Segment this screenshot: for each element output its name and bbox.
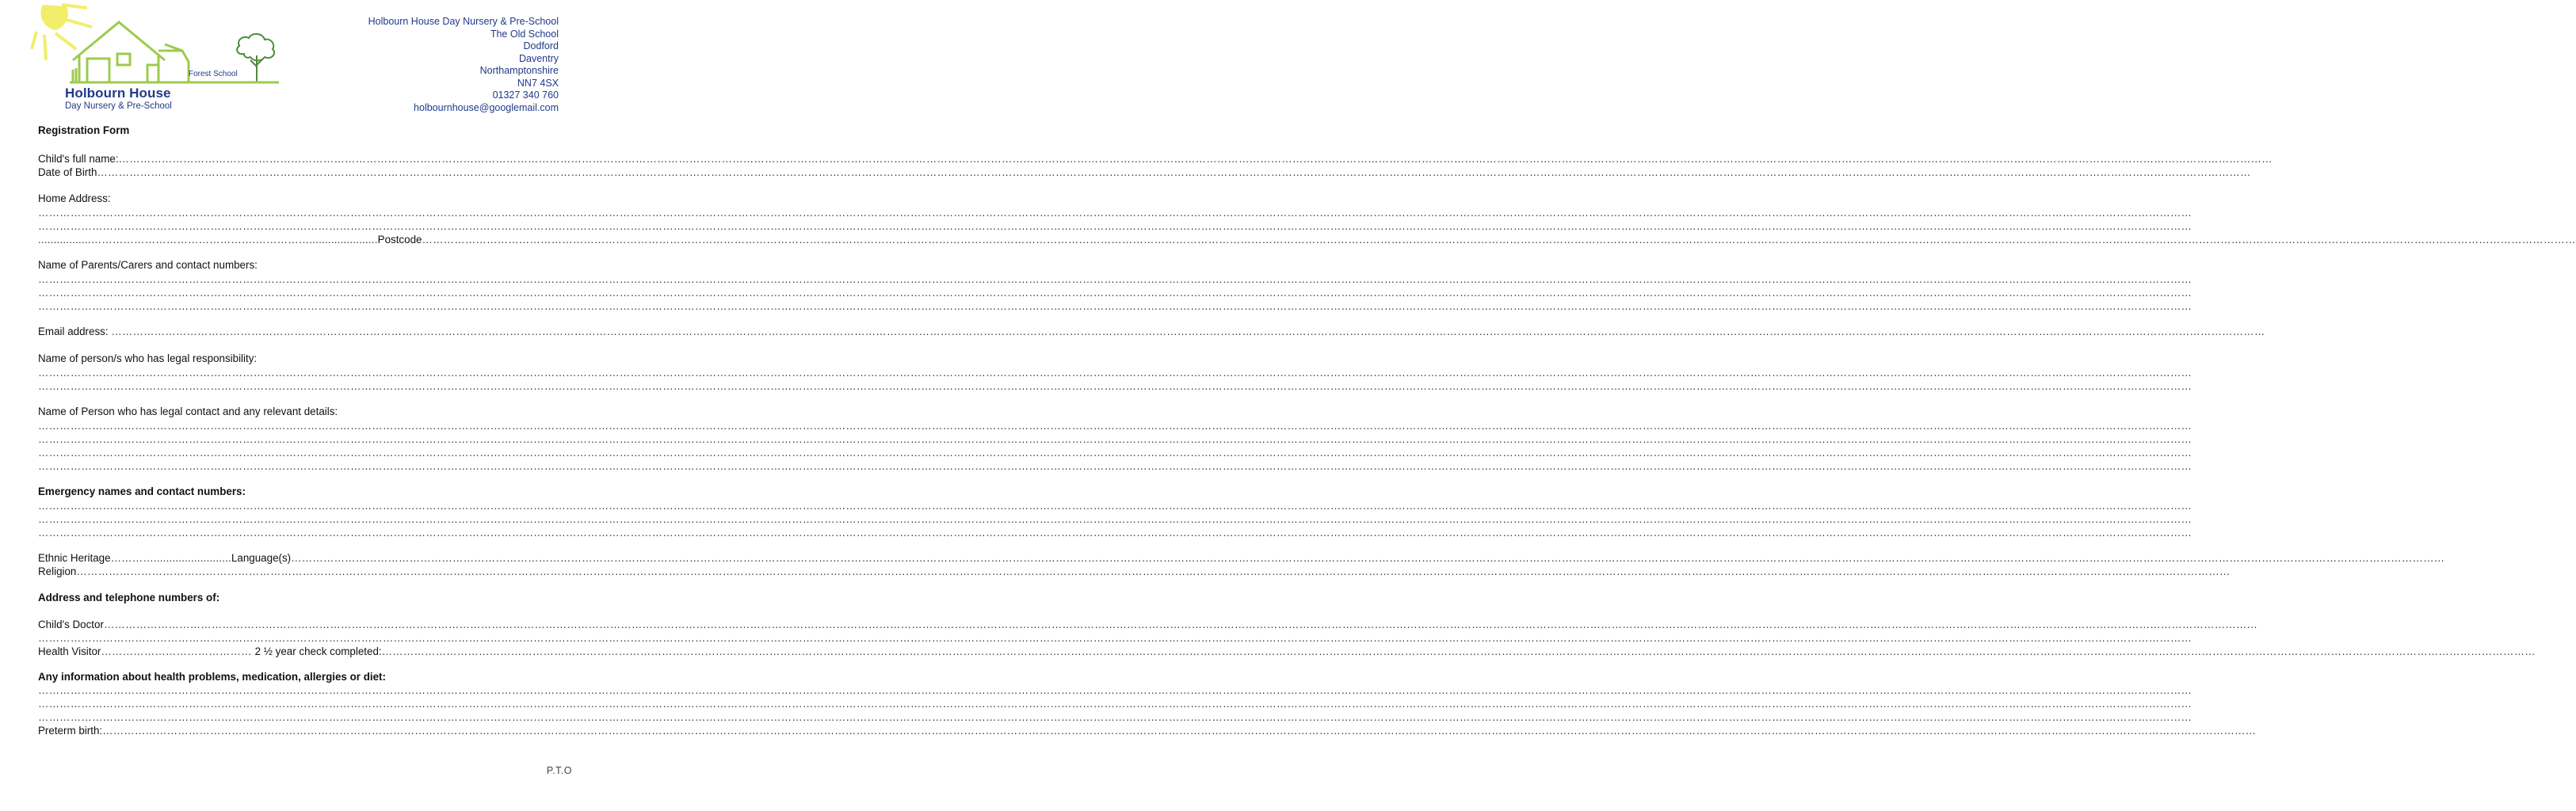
address-line: Daventry bbox=[518, 52, 559, 64]
ethnic-language-field[interactable] bbox=[38, 551, 2445, 565]
fill-dots: …………………………………………………………………………………………………………………………………………………………………………………………………………………………………………………………………………………………………………………………………………………………………………………………………………………………………………………………………………………………………………………………………………………… bbox=[38, 420, 2192, 432]
fill-dots: …………………………………………………………………………………………………………………………………………………………………………………………………………………………………………………………………………………………………………………………………………………………………………………………………………………………………………………………………………………………………………………………………………………… bbox=[38, 513, 2192, 525]
parents-carers-label: Name of Parents/Carers and contact numbers: bbox=[38, 259, 258, 271]
fill-dots: …………………………………………………………………………………………………………………………………………………………………………………………………………………………………………………………………………………………………………………………………………………………………………………………………………………………………………………………………………………………………………………………………………………… bbox=[38, 632, 2192, 644]
postcode-label: Postcode bbox=[377, 234, 422, 246]
health-visitor-field[interactable] bbox=[38, 645, 2536, 658]
brand-name: Holbourn House bbox=[65, 86, 171, 101]
fill-dots: …………………………………………………………………………………………………………………………………………………………………………………………………………………………………………………………………………………………………………………………………………………………………………………………………………………………………………………………………………………………………………………………………………………… bbox=[381, 645, 2536, 657]
ethnic-heritage-label: Ethnic Heritage bbox=[38, 552, 111, 564]
fill-dots: …………………………………………………………………………………………………………………………………………………………………………………………………………………………………………………………………………………………………………………………………………………………………………………………………………………………………………………………………………………………………………………………………………………… bbox=[103, 619, 2258, 630]
religion-field[interactable] bbox=[38, 565, 2231, 578]
legal-contact-line[interactable] bbox=[38, 446, 2192, 459]
address-line: NN7 4SX bbox=[517, 77, 559, 89]
emergency-contact-line[interactable] bbox=[38, 499, 2192, 512]
fill-dots: …………………………………… bbox=[101, 645, 255, 657]
address-line: Holbourn House Day Nursery & Pre-School bbox=[368, 16, 559, 27]
fill-dots: …………………………………………………………………………………………………………………………………………………………………………………………………………………………………………………………………………………………………………………………………………………………………………………………………………………………………………………………………………………………………………………………………………………… bbox=[97, 166, 2251, 178]
date-of-birth-label: Date of Birth bbox=[38, 166, 97, 178]
please-turn-over: P.T.O bbox=[546, 765, 572, 776]
fill-dots: …………………………………………………………………………………………………………………………………………………………………………………………………………………………………………………………………………………………………………………………………………………………………………………………………………………………………………………………………………………………………………………………………………………… bbox=[38, 367, 2192, 379]
parents-carers-line[interactable] bbox=[38, 299, 2192, 313]
home-address-label: Home Address: bbox=[38, 192, 111, 204]
preterm-birth-label: Preterm birth: bbox=[38, 725, 103, 737]
email-field[interactable] bbox=[38, 325, 2265, 338]
address-phone-heading: Address and telephone numbers of: bbox=[38, 592, 220, 603]
fill-dots: …………......................... bbox=[110, 552, 231, 564]
fill-dots: .................……………………………………….……………...................... bbox=[38, 234, 378, 246]
legal-contact-line[interactable] bbox=[38, 419, 2192, 432]
health-visitor-label: Health Visitor bbox=[38, 645, 101, 657]
fill-dots: …………………………………………………………………………………………………………………………………………………………………………………………………………………………………………………………………………………………………………………………………………………………………………………………………………………………………………………………………………………………………………………………………………………… bbox=[38, 287, 2192, 299]
address-email: holbournhouse@googlemail.com bbox=[414, 101, 559, 113]
fill-dots: …………………………………………………………………………………………………………………………………………………………………………………………………………………………………………………………………………………………………………………………………………………………………………………………………………………………………………………………………………………………………………………………………………………… bbox=[38, 460, 2192, 472]
parents-carers-line[interactable] bbox=[38, 272, 2192, 286]
fill-dots: …………………………………………………………………………………………………………………………………………………………………………………………………………………………………………………………………………………………………………………………………………………………………………………………………………………………………………………………………………………………………………………………………………………… bbox=[111, 326, 2265, 337]
legal-contact-line[interactable] bbox=[38, 432, 2192, 446]
childs-doctor-label: Child's Doctor bbox=[38, 619, 104, 630]
fill-dots: …………………………………………………………………………………………………………………………………………………………………………………………………………………………………………………………………………………………………………………………………………………………………………………………………………………………………………………………………………………………………………………………………………………… bbox=[38, 684, 2192, 696]
address-line: The Old School bbox=[490, 28, 559, 40]
home-address-line[interactable] bbox=[38, 206, 2192, 219]
legal-responsibility-label: Name of person/s who has legal responsibility: bbox=[38, 352, 258, 364]
home-address-line[interactable] bbox=[38, 219, 2192, 233]
health-info-heading: Any information about health problems, medication, allergies or diet: bbox=[38, 671, 386, 683]
fill-dots: …………………………………………………………………………………………………………………………………………………………………………………………………………………………………………………………………………………………………………………………………………………………………………………………………………………………………………………………………………………………………………………………………………………… bbox=[102, 725, 2257, 737]
health-info-line[interactable] bbox=[38, 683, 2192, 697]
languages-label: Language(s) bbox=[231, 552, 292, 564]
legal-responsibility-line[interactable] bbox=[38, 366, 2192, 379]
fill-dots: …………………………………………………………………………………………………………………………………………………………………………………………………………………………………………………………………………………………………………………………………………………………………………………………………………………………………………………………………………………………………………………………………………………… bbox=[38, 220, 2192, 232]
date-of-birth-field[interactable] bbox=[38, 166, 2251, 179]
fill-dots: …………………………………………………………………………………………………………………………………………………………………………………………………………………………………………………………………………………………………………………………………………………………………………………………………………………………………………………………………………………………………………………………………………………… bbox=[422, 234, 2576, 246]
fill-dots: …………………………………………………………………………………………………………………………………………………………………………………………………………………………………………………………………………………………………………………………………………………………………………………………………………………………………………………………………………………………………………………………………………………… bbox=[38, 207, 2192, 219]
legal-contact-label: Name of Person who has legal contact and any relevant details: bbox=[38, 406, 338, 417]
email-label: Email address: bbox=[38, 326, 109, 337]
address-line: Dodford bbox=[523, 40, 559, 51]
fill-dots: …………………………………………………………………………………………………………………………………………………………………………………………………………………………………………………………………………………………………………………………………………………………………………………………………………………………………………………………………………………………………………………………………………………… bbox=[38, 380, 2192, 392]
fill-dots: …………………………………………………………………………………………………………………………………………………………………………………………………………………………………………………………………………………………………………………………………………………………………………………………………………………………………………………………………………………………………………………………………………………… bbox=[38, 527, 2192, 539]
two-half-year-check-label: 2 ½ year check completed: bbox=[254, 645, 382, 657]
house-icon bbox=[70, 22, 190, 82]
childs-doctor-line[interactable] bbox=[38, 631, 2192, 645]
nursery-address bbox=[368, 16, 559, 114]
fill-dots: …………………………………………………………………………………………………………………………………………………………………………………………………………………………………………………………………………………………………………………………………………………………………………………………………………………………………………………………………………………………………………………………………………………… bbox=[38, 433, 2192, 445]
fill-dots: …………………………………………………………………………………………………………………………………………………………………………………………………………………………………………………………………………………………………………………………………………………………………………………………………………………………………………………………………………………………………………………………………………………… bbox=[38, 711, 2192, 723]
health-info-line[interactable] bbox=[38, 710, 2192, 724]
fill-dots: …………………………………………………………………………………………………………………………………………………………………………………………………………………………………………………………………………………………………………………………………………………………………………………………………………………………………………………………………………………………………………………………………………………… bbox=[38, 300, 2192, 312]
fill-dots: …………………………………………………………………………………………………………………………………………………………………………………………………………………………………………………………………………………………………………………………………………………………………………………………………………………………………………………………………………………………………………………………………………………… bbox=[38, 500, 2192, 512]
emergency-contact-line[interactable] bbox=[38, 526, 2192, 539]
fill-dots: …………………………………………………………………………………………………………………………………………………………………………………………………………………………………………………………………………………………………………………………………………………………………………………………………………………………………………………………………………………………………………………………………………………… bbox=[38, 447, 2192, 459]
postcode-field[interactable] bbox=[38, 233, 2576, 246]
emergency-contact-line[interactable] bbox=[38, 512, 2192, 526]
fill-dots: …………………………………………………………………………………………………………………………………………………………………………………………………………………………………………………………………………………………………………………………………………………………………………………………………………………………………………………………………………………………………………………………………………………… bbox=[291, 552, 2445, 564]
fill-dots: …………………………………………………………………………………………………………………………………………………………………………………………………………………………………………………………………………………………………………………………………………………………………………………………………………………………………………………………………………………………………………………………………………………… bbox=[76, 565, 2231, 577]
address-line: Northamptonshire bbox=[479, 65, 559, 76]
parents-carers-line[interactable] bbox=[38, 286, 2192, 299]
forest-school-label: Forest School bbox=[189, 70, 238, 78]
brand-subtitle: Day Nursery & Pre-School bbox=[65, 101, 172, 111]
childs-doctor-field[interactable] bbox=[38, 618, 2258, 631]
childs-full-name-label: Child's full name: bbox=[38, 153, 119, 165]
form-title: Registration Form bbox=[38, 124, 130, 136]
fill-dots: …………………………………………………………………………………………………………………………………………………………………………………………………………………………………………………………………………………………………………………………………………………………………………………………………………………………………………………………………………………………………………………………………………………… bbox=[38, 698, 2192, 710]
address-phone: 01327 340 760 bbox=[492, 89, 559, 101]
legal-responsibility-line[interactable] bbox=[38, 379, 2192, 393]
preterm-birth-field[interactable] bbox=[38, 724, 2257, 737]
religion-label: Religion bbox=[38, 565, 77, 577]
fill-dots: …………………………………………………………………………………………………………………………………………………………………………………………………………………………………………………………………………………………………………………………………………………………………………………………………………………………………………………………………………………………………………………………………………………… bbox=[38, 273, 2192, 285]
fill-dots: …………………………………………………………………………………………………………………………………………………………………………………………………………………………………………………………………………………………………………………………………………………………………………………………………………………………………………………………………………………………………………………………………………………… bbox=[118, 153, 2273, 165]
health-info-line[interactable] bbox=[38, 697, 2192, 710]
childs-full-name-field[interactable] bbox=[38, 152, 2273, 166]
emergency-contacts-heading: Emergency names and contact numbers: bbox=[38, 485, 246, 497]
legal-contact-line[interactable] bbox=[38, 459, 2192, 473]
